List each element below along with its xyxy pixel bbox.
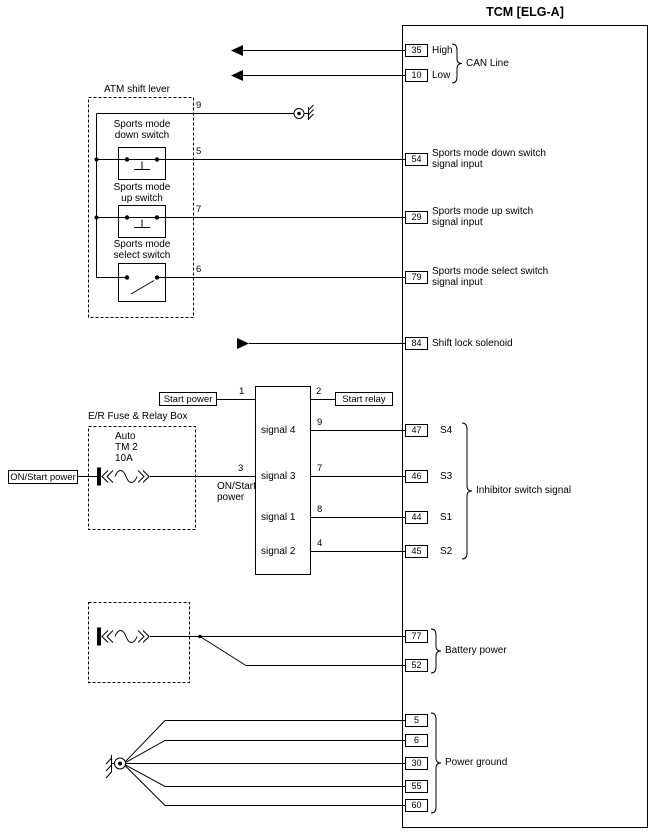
junction-dot	[95, 216, 99, 220]
pin-79-label-line2: signal input	[432, 277, 483, 288]
down-switch-symbol	[119, 148, 166, 180]
tcm-title: TCM [ELG-A]	[486, 5, 564, 19]
battery-dashed-box	[89, 603, 190, 683]
can-low-wire	[231, 70, 406, 81]
pin-30: 30	[405, 757, 428, 770]
wire-number-sig1: 8	[317, 504, 323, 515]
wire-number-5: 5	[196, 146, 202, 157]
pin-29: 29	[405, 211, 428, 224]
ground-group-label: Power ground	[445, 757, 508, 768]
up-switch-label-line1: Sports mode	[113, 182, 171, 193]
select-switch-label-line1: Sports mode	[113, 239, 171, 250]
select-switch-label	[108, 239, 176, 261]
wire-number-1: 1	[239, 386, 245, 397]
battery-group-brace	[431, 629, 441, 673]
pin-54-label-line2: signal input	[432, 159, 483, 170]
pin-46: 46	[405, 470, 428, 483]
wire-number-7: 7	[196, 204, 202, 215]
pin-79: 79	[405, 271, 428, 284]
pin-47-label: S4	[440, 425, 453, 436]
fuse-name-line3: 10A	[115, 453, 133, 464]
junction-dot	[198, 635, 202, 639]
can-high-label: High	[432, 45, 453, 56]
start-relay-box: Start relay	[335, 392, 393, 406]
pin-45-label: S2	[440, 546, 453, 557]
pin-6: 6	[405, 734, 428, 747]
pin-10: 10	[405, 69, 428, 82]
down-switch-label-line1: Sports mode	[113, 119, 171, 130]
start-power-box: Start power	[159, 392, 217, 406]
signal-4-label: signal 4	[261, 425, 296, 436]
signal-2-label: signal 2	[261, 546, 296, 557]
pin-55: 55	[405, 780, 428, 793]
pin-54: 54	[405, 153, 428, 166]
can-low-label: Low	[432, 70, 451, 81]
onstart-power-wire-label	[217, 481, 256, 503]
fuse-name-line2: TM 2	[115, 442, 138, 453]
signal-3-label: signal 3	[261, 471, 296, 482]
pin-29-label-line1: Sports mode up switch	[432, 206, 534, 217]
can-group-label: CAN Line	[466, 58, 509, 69]
power-ground-wires	[126, 721, 407, 806]
can-high-wire	[231, 45, 406, 56]
pin-44: 44	[405, 511, 428, 524]
wire-number-3: 3	[238, 463, 244, 474]
select-switch-symbol	[119, 264, 166, 302]
inhibitor-group-label: Inhibitor switch signal	[476, 485, 572, 496]
pin-84-label: Shift lock solenoid	[432, 338, 513, 349]
pin-46-label: S3	[440, 471, 453, 482]
onstart-power-source-box: ON/Start power	[8, 470, 78, 484]
pin-52: 52	[405, 659, 428, 672]
can-high-arrow-icon	[231, 45, 243, 56]
fuse-name-line1: Auto	[115, 431, 136, 442]
can-low-arrow-icon	[231, 70, 243, 81]
wire-number-sig3: 7	[317, 463, 323, 474]
pin-79-label	[432, 266, 548, 288]
wire-number-9: 9	[196, 100, 202, 111]
pin-5: 5	[405, 714, 428, 727]
wire-number-sig4: 9	[317, 417, 323, 428]
pin-54-label-line1: Sports mode down switch	[432, 148, 546, 159]
pin-45: 45	[405, 545, 428, 558]
up-switch-label-line2: up switch	[121, 193, 163, 204]
wire-number-sig2: 4	[317, 538, 323, 549]
pin-54-label	[432, 148, 546, 170]
power-ground-icon	[106, 755, 126, 778]
pin-77: 77	[405, 630, 428, 643]
up-switch-label	[108, 182, 176, 204]
inhibitor-group-brace	[462, 423, 472, 559]
pin-29-label	[432, 206, 533, 228]
onstart-power-wire-line1: ON/Start	[217, 481, 256, 492]
pin-35: 35	[405, 44, 428, 57]
fuse-name-label	[115, 431, 138, 464]
battery-fuse-symbol	[97, 628, 149, 646]
fuse-relay-box-title: E/R Fuse & Relay Box	[88, 411, 188, 422]
pin-47: 47	[405, 424, 428, 437]
inhibitor-wires	[217, 400, 406, 552]
pin-79-label-line1: Sports mode select switch	[432, 266, 549, 277]
onstart-power-wire-line2: power	[217, 492, 245, 503]
signal-1-label: signal 1	[261, 512, 296, 523]
up-switch-symbol	[119, 206, 166, 238]
ground-group-brace	[431, 713, 441, 813]
lever-ground-icon	[294, 105, 314, 120]
pin-84: 84	[405, 337, 428, 350]
shift-lock-wire	[237, 338, 406, 349]
can-group-brace	[452, 44, 462, 83]
battery-wires	[150, 635, 406, 666]
down-switch-label	[108, 119, 176, 141]
shift-lever-title: ATM shift lever	[104, 84, 170, 95]
down-switch-label-line2: down switch	[114, 130, 170, 141]
pin-60: 60	[405, 799, 428, 812]
battery-group-label: Battery power	[445, 645, 507, 656]
pin-44-label: S1	[440, 512, 453, 523]
wire-number-2: 2	[316, 386, 322, 397]
pin-29-label-line2: signal input	[432, 217, 483, 228]
wire-number-6: 6	[196, 264, 202, 275]
junction-dot	[95, 158, 99, 162]
select-switch-label-line2: select switch	[113, 250, 171, 261]
shift-lock-arrow-icon	[237, 338, 249, 349]
